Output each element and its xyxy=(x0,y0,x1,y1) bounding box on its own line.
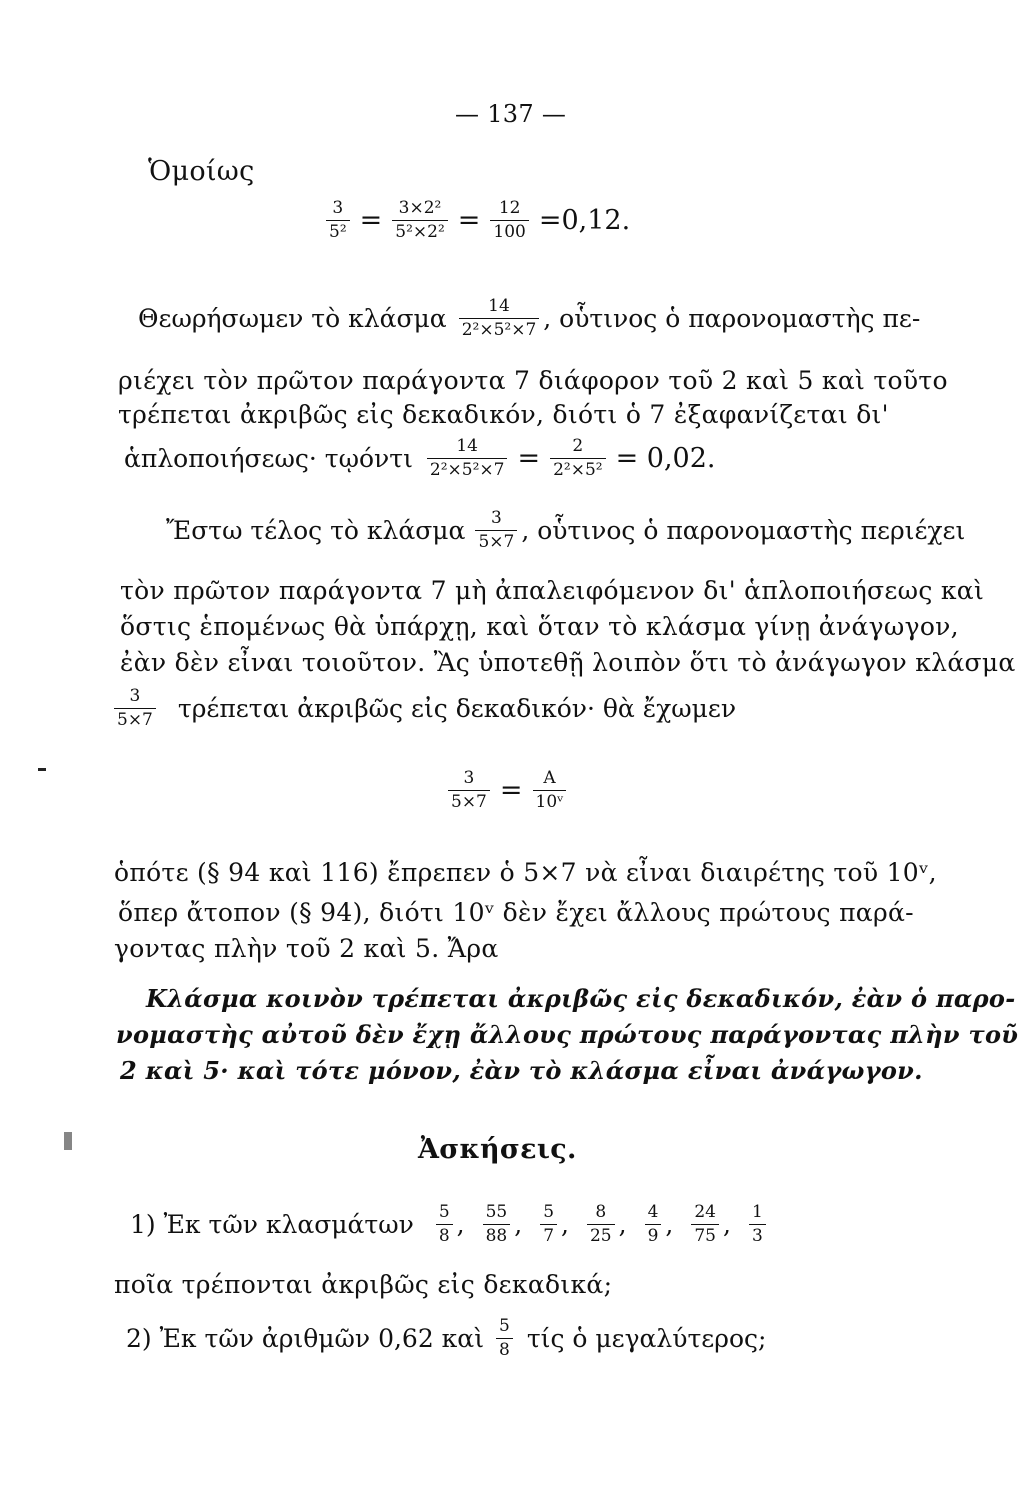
comma: , xyxy=(456,1210,465,1239)
denominator: 2²×5²×7 xyxy=(461,320,537,340)
equation-2 xyxy=(444,770,570,811)
exercise-1-line-2: ποῖα τρέπονται ἀκριβῶς εἰς δεκαδικά; xyxy=(114,1270,613,1299)
exercise-1-label: 1) Ἐκ τῶν κλασμάτων xyxy=(130,1210,414,1239)
denominator: 9 xyxy=(647,1226,659,1246)
denominator: 5² xyxy=(329,222,347,242)
fraction xyxy=(749,1204,766,1245)
text: Θεωρήσωμεν τὸ κλάσμα xyxy=(138,304,447,333)
text: τρέπεται ἀκριβῶς εἰς δεκαδικόν· θὰ ἔχωμεν xyxy=(177,694,737,723)
denominator: 8 xyxy=(438,1226,450,1246)
denominator: 5×7 xyxy=(117,710,153,730)
fraction xyxy=(326,200,350,241)
denominator: 5²×2² xyxy=(395,222,445,242)
fraction xyxy=(587,1204,615,1245)
paragraph-1-line-4 xyxy=(124,438,722,479)
denominator: 75 xyxy=(694,1226,716,1246)
text: ἁπλοποιήσεως· τῳόντι xyxy=(124,444,413,473)
fraction xyxy=(436,1204,453,1245)
numerator: 14 xyxy=(456,436,478,456)
numerator: 24 xyxy=(694,1202,716,1222)
denominator: 7 xyxy=(543,1226,555,1246)
exercise-2-label: 2) Ἐκ τῶν ἀριθμῶν 0,62 καὶ xyxy=(126,1324,484,1353)
comma: , xyxy=(665,1210,674,1239)
text: τίς ὁ μεγαλύτερος; xyxy=(526,1324,767,1353)
comma: , xyxy=(723,1210,731,1239)
fraction xyxy=(459,298,540,339)
fraction xyxy=(392,200,448,241)
equals-sign: = xyxy=(517,443,541,474)
denominator: 5×7 xyxy=(478,532,515,552)
denominator: 88 xyxy=(485,1226,508,1246)
result-value: =0,12. xyxy=(538,205,631,236)
fraction xyxy=(550,438,606,479)
rule-line-2: νομαστὴς αὐτοῦ δὲν ἔχῃ ἄλλους πρώτους παράγοντας πλὴν τοῦ xyxy=(116,1020,1019,1049)
paragraph-2-line-4: ἐὰν δὲν εἶναι τοιοῦτον. Ἂς ὑποτεθῇ λοιπὸν ὅτι τὸ ἀνάγωγον κλάσμα xyxy=(120,648,1016,677)
fraction xyxy=(114,688,156,729)
numerator: 1 xyxy=(751,1202,763,1222)
fraction xyxy=(645,1204,662,1245)
rule-line-1: Κλάσμα κοινὸν τρέπεται ἀκριβῶς εἰς δεκαδικόν, ἐὰν ὁ παρο- xyxy=(146,984,1016,1013)
denominator: 100 xyxy=(493,222,526,242)
numerator: 3 xyxy=(463,768,475,788)
denominator: 2²×5²×7 xyxy=(429,460,505,480)
exercise-2-line xyxy=(126,1318,766,1359)
comma: , xyxy=(514,1210,523,1239)
numerator: 14 xyxy=(488,296,510,316)
equals-sign: = xyxy=(499,775,523,806)
rule-line-3: 2 καὶ 5· καὶ τότε μόνον, ἐὰν τὸ κλάσμα εἶναι ἀνάγωγον. xyxy=(120,1056,923,1085)
numerator: 5 xyxy=(438,1202,450,1222)
numerator: 3×2² xyxy=(398,198,442,218)
paragraph-2-line-3: ὅστις ἑπομένως θὰ ὑπάρχῃ, καὶ ὅταν τὸ κλάσμα γίνῃ ἀνάγωγον, xyxy=(120,612,959,641)
paragraph-3-line-1: ὁπότε (§ 94 καὶ 116) ἔπρεπεν ὁ 5×7 νὰ εἶναι διαιρέτης τοῦ 10ᵛ, xyxy=(114,858,937,887)
equals-sign: = xyxy=(457,205,481,236)
paragraph-1-line-3: τρέπεται ἀκριβῶς εἰς δεκαδικόν, διότι ὁ 7 ἐξαφανίζεται δι' xyxy=(118,400,889,429)
denominator: 25 xyxy=(589,1226,612,1246)
fraction xyxy=(483,1204,511,1245)
fraction xyxy=(496,1318,513,1359)
paragraph-2-line-5 xyxy=(110,688,736,729)
numerator: 3 xyxy=(332,198,344,218)
text: , οὗτινος ὁ παρονομαστὴς περιέχει xyxy=(521,516,966,545)
denominator: 2²×5² xyxy=(553,460,603,480)
print-mark xyxy=(38,768,46,771)
numerator: 5 xyxy=(543,1202,555,1222)
heading-omoios: Ὁμοίως xyxy=(148,156,255,187)
fraction xyxy=(475,510,517,551)
numerator: 8 xyxy=(595,1202,607,1222)
text: , οὗτινος ὁ παρονομαστὴς πε- xyxy=(543,304,921,333)
numerator: 4 xyxy=(647,1202,659,1222)
denominator: 8 xyxy=(499,1340,510,1360)
comma: , xyxy=(561,1210,569,1239)
numerator: A xyxy=(543,768,556,788)
page-number: — 137 — xyxy=(455,100,567,128)
text: Ἔστω τέλος τὸ κλάσμα xyxy=(166,516,466,545)
denominator: 10ᵛ xyxy=(535,792,564,812)
paragraph-3-line-2: ὅπερ ἄτοπον (§ 94), διότι 10ᵛ δὲν ἔχει ἄλλους πρώτους παρά- xyxy=(118,898,914,927)
comma: , xyxy=(618,1210,627,1239)
equals-sign: = xyxy=(359,205,383,236)
fraction xyxy=(490,200,528,241)
equation-1 xyxy=(322,200,636,241)
fraction xyxy=(691,1204,719,1245)
fraction xyxy=(448,770,490,811)
result-value: = 0,02. xyxy=(615,443,716,474)
numerator: 2 xyxy=(572,436,584,456)
fraction xyxy=(533,770,567,811)
paragraph-3-line-3: γοντας πλὴν τοῦ 2 καὶ 5. Ἄρα xyxy=(114,934,499,963)
fraction xyxy=(427,438,508,479)
paragraph-2-line-1 xyxy=(166,510,965,551)
paragraph-1-line-2: ριέχει τὸν πρῶτον παράγοντα 7 διάφορον τοῦ 2 καὶ 5 καὶ τοῦτο xyxy=(118,366,948,395)
paragraph-2-line-2: τὸν πρῶτον παράγοντα 7 μὴ ἀπαλειφόμενον δι' ἁπλοποιήσεως καὶ xyxy=(120,576,985,605)
numerator: 12 xyxy=(498,198,521,218)
numerator: 3 xyxy=(129,686,141,706)
fraction xyxy=(540,1204,557,1245)
paragraph-1-line-1 xyxy=(138,298,920,339)
numerator: 5 xyxy=(499,1316,510,1336)
exercises-title: Ἀσκήσεις. xyxy=(418,1134,577,1165)
print-mark xyxy=(64,1132,72,1150)
numerator: 3 xyxy=(490,508,502,528)
denominator: 5×7 xyxy=(451,792,487,812)
denominator: 3 xyxy=(751,1226,763,1246)
numerator: 55 xyxy=(485,1202,508,1222)
exercise-1-line-1 xyxy=(130,1204,770,1245)
